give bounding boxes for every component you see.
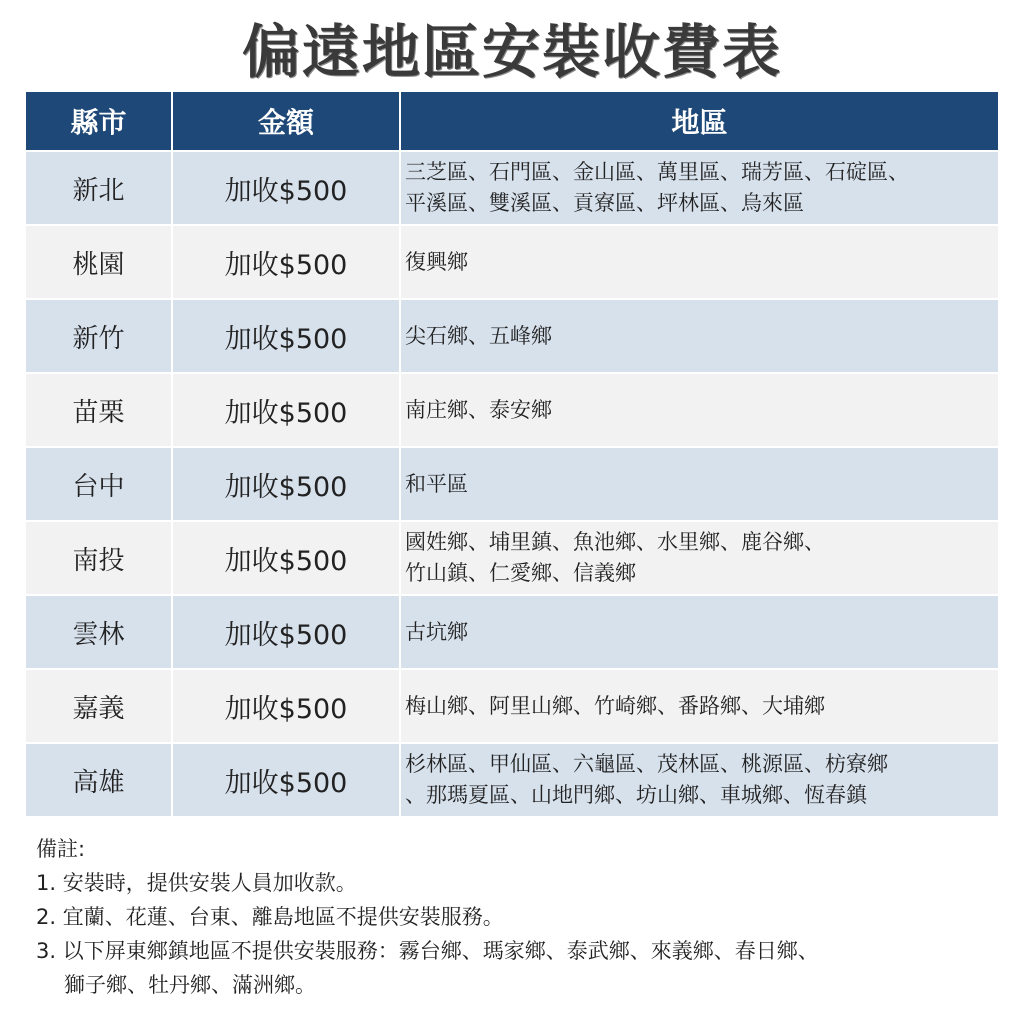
fee-cell: 加收$500 [172,299,400,373]
note-item-continuation: 獅子鄉、牡丹鄉、滿洲鄉。 [64,973,316,997]
county-cell: 新北 [26,151,172,225]
table-row [26,225,998,299]
areas-cell: 古坑鄉 [400,595,998,669]
fee-cell: 加收$500 [172,151,400,225]
areas-cell: 復興鄉 [400,225,998,299]
fee-cell: 加收$500 [172,373,400,447]
note-item: 2. 宜蘭、花蓮、台東、離島地區不提供安裝服務。 [36,905,504,929]
areas-cell: 杉林區、甲仙區、六龜區、茂林區、桃源區、枋寮鄉 、那瑪夏區、山地門鄉、坊山鄉、車城鄉、恆春鎮 [400,743,998,816]
table-row [26,299,998,373]
notes-section [36,832,996,1002]
areas-cell: 國姓鄉、埔里鎮、魚池鄉、水里鄉、鹿谷鄉、 竹山鎮、仁愛鄉、信義鄉 [400,521,998,595]
county-cell: 雲林 [26,595,172,669]
fee-cell: 加收$500 [172,595,400,669]
fee-cell: 加收$500 [172,743,400,816]
areas-cell: 尖石鄉、五峰鄉 [400,299,998,373]
notes-heading: 備註: [36,837,86,861]
header-areas: 地區 [400,92,998,151]
areas-cell: 南庄鄉、泰安鄉 [400,373,998,447]
county-cell: 新竹 [26,299,172,373]
page-title: 偏遠地區安裝收費表 [241,18,782,86]
table-row [26,595,998,669]
areas-cell: 和平區 [400,447,998,521]
fee-table [26,92,998,816]
header-county: 縣市 [26,92,172,151]
header-fee: 金額 [172,92,400,151]
county-cell: 南投 [26,521,172,595]
fee-cell: 加收$500 [172,669,400,743]
county-cell: 嘉義 [26,669,172,743]
table-header-row [26,92,998,151]
table-row [26,447,998,521]
table-row [26,151,998,225]
table-row [26,743,998,816]
fee-cell: 加收$500 [172,521,400,595]
county-cell: 台中 [26,447,172,521]
note-item: 1. 安裝時，提供安裝人員加收款。 [36,871,357,895]
county-cell: 桃園 [26,225,172,299]
table-row [26,521,998,595]
county-cell: 高雄 [26,743,172,816]
fee-cell: 加收$500 [172,447,400,521]
areas-cell: 三芝區、石門區、金山區、萬里區、瑞芳區、石碇區、 平溪區、雙溪區、貢寮區、坪林區、烏來區 [400,151,998,225]
county-cell: 苗栗 [26,373,172,447]
table-row [26,373,998,447]
fee-cell: 加收$500 [172,225,400,299]
areas-cell: 梅山鄉、阿里山鄉、竹崎鄉、番路鄉、大埔鄉 [400,669,998,743]
table-row [26,669,998,743]
note-item: 3. 以下屏東鄉鎮地區不提供安裝服務：霧台鄉、瑪家鄉、泰武鄉、來義鄉、春日鄉、 [36,939,819,963]
